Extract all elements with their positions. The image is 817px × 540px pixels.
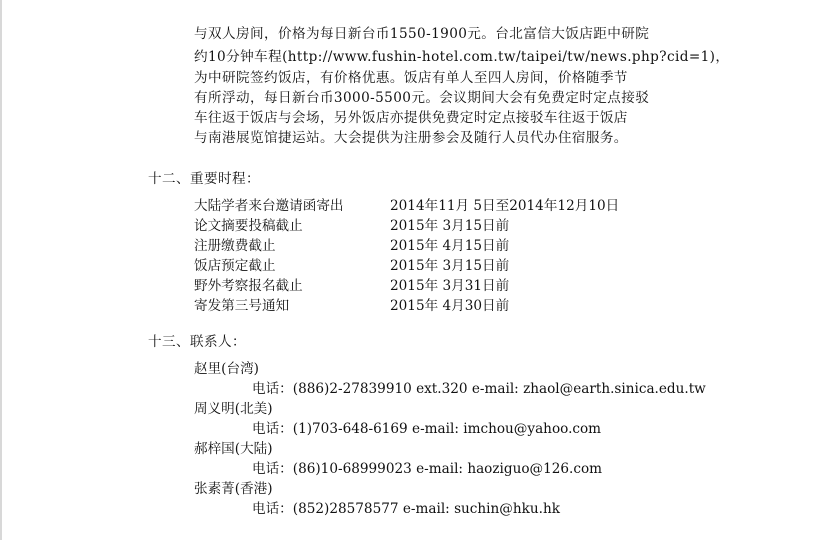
schedule-label: 野外考察报名截止 xyxy=(194,278,303,294)
schedule-row xyxy=(194,234,510,254)
paragraph-line: 有所浮动，每日新台币3000-5500元。会议期间大会有免费定时定点接驳 xyxy=(194,90,650,106)
contact-details: 电话：(1)703-648-6169 e-mail: imchou@yahoo.com xyxy=(252,421,602,437)
contact-details: 电话：(86)10-68999023 e-mail: haoziguo@126.com xyxy=(252,461,603,477)
contact-name: 郝梓国(大陆) xyxy=(194,441,273,457)
schedule-row xyxy=(194,294,510,314)
paragraph-line: 与双人房间，价格为每日新台币1550-1900元。台北富信大饭店距中研院 xyxy=(194,26,650,42)
contact-name: 张素菁(香港) xyxy=(194,481,273,497)
schedule-label: 大陆学者来台邀请函寄出 xyxy=(194,198,344,214)
contact-name: 赵里(台湾) xyxy=(194,361,259,377)
contact-name: 周义明(北美) xyxy=(194,401,273,417)
paragraph-line: 约10分钟车程(http://www.fushin-hotel.com.tw/taipei/tw/news.php?cid=1)， xyxy=(194,49,730,65)
schedule-label: 论文摘要投稿截止 xyxy=(194,218,303,234)
schedule-row xyxy=(194,194,620,214)
schedule-row xyxy=(194,254,510,274)
schedule-date: 2015年 4月30日前 xyxy=(390,298,510,314)
schedule-date: 2015年 3月15日前 xyxy=(390,218,510,234)
schedule-label: 注册缴费截止 xyxy=(194,238,276,254)
schedule-heading: 十二、重要时程： xyxy=(148,171,260,187)
contact-details: 电话：(852)28578577 e-mail: suchin@hku.hk xyxy=(252,501,560,517)
paragraph-line: 为中研院签约饭店，有价格优惠。饭店有单人至四人房间，价格随季节 xyxy=(194,70,628,86)
contact-details: 电话：(886)2-27839910 ext.320 e-mail: zhaol@earth.sinica.edu.tw xyxy=(252,381,706,397)
schedule-row xyxy=(194,274,510,294)
contacts-heading: 十三、联系人： xyxy=(148,334,246,350)
schedule-label: 饭店预定截止 xyxy=(194,258,276,274)
schedule-date: 2015年 3月31日前 xyxy=(390,278,510,294)
paragraph-line: 与南港展览馆捷运站。大会提供为注册参会及随行人员代办住宿服务。 xyxy=(194,130,628,146)
schedule-date: 2015年 4月15日前 xyxy=(390,238,510,254)
schedule-label: 寄发第三号通知 xyxy=(194,298,290,314)
schedule-row xyxy=(194,214,510,234)
schedule-date: 2015年 3月15日前 xyxy=(390,258,510,274)
paragraph-line: 车往返于饭店与会场，另外饭店亦提供免费定时定点接驳车往返于饭店 xyxy=(194,110,628,126)
schedule-date: 2014年11月 5日至2014年12月10日 xyxy=(390,198,620,214)
page-left-edge xyxy=(0,0,2,540)
